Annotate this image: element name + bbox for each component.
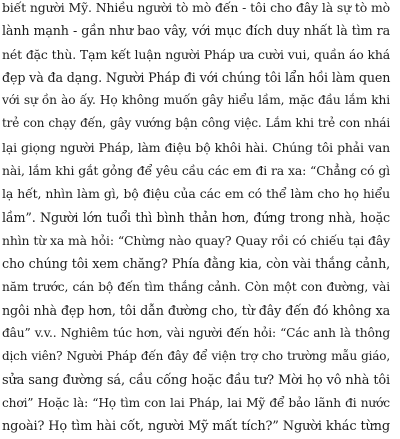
text-line: đâu” v.v.. Nghiêm túc hơn, vài người đến hỏi: “Các anh là thông [2, 326, 390, 341]
text-line: lành mạnh - gần như bao vây, với mục đích duy nhất là tìm ra [2, 23, 390, 39]
text-line: ngôi nhà đẹp hơn, tôi dẫn đường cho, từ đây đến đó không xa [2, 302, 390, 318]
text-line: dịch viên? Người Pháp đến đây để viện trợ cho trường mẫu giáo, [2, 349, 390, 364]
text-line: với sự ồn ào ấy. Họ không muốn gây hiểu lầm, mặc đầu lắm khi [2, 93, 390, 108]
text-line: lạ hết, nhìn làm gì, bộ điệu của các em có thể làm cho họ hiểu [2, 186, 390, 202]
text-line: biết người Mỹ. Nhiều người tò mò đến - tôi cho đây là sự tò mò [2, 0, 390, 15]
text-line: đẹp và đa dạng. Người Pháp đi với chúng tôi lẩn hồi làm quen [2, 69, 391, 85]
text-line: nài, lắm khi gắt gỏng để yêu cầu các em đi ra xa: “Chẳng có gì [2, 163, 390, 179]
text-line: trẻ con chạy đến, gây vướng bận công việc. Lắm khi trẻ con nhái [2, 116, 390, 131]
text-line: năm trước, cán bộ đến tìm thắng cảnh. Còn một con đường, vài [2, 279, 390, 294]
text-line: cho chúng tôi xem chăng? Phía đằng kia, còn vài thắng cảnh, [2, 256, 390, 272]
text-line: chơi” Hoặc là: “Họ tìm con lai Pháp, lai Mỹ để bảo lãnh đi nước [2, 396, 390, 411]
body-text [2, 0, 390, 439]
text-line: nét đặc thù. Tạm kết luận người Pháp ưa cười vui, quần áo khá [2, 46, 390, 62]
text-line: sửa sang đường sá, cầu cống hoặc đầu tư? Mời họ vô nhà tôi [2, 372, 390, 388]
text-line: nhìn từ xa mà hỏi: “Chừng nào quay? Quay rồi có chiếu tại đây [2, 232, 390, 248]
text-line: ngoài? Họ tìm hài cốt, người Mỹ mất tích?” Người khác từng [2, 419, 390, 435]
text-line: lầm”. Người lớn tuổi thì bình thản hơn, đứng trong nhà, hoặc [2, 209, 390, 225]
text-line: lại giọng người Pháp, làm điệu bộ khôi hài. Chúng tôi phải van [2, 139, 390, 155]
